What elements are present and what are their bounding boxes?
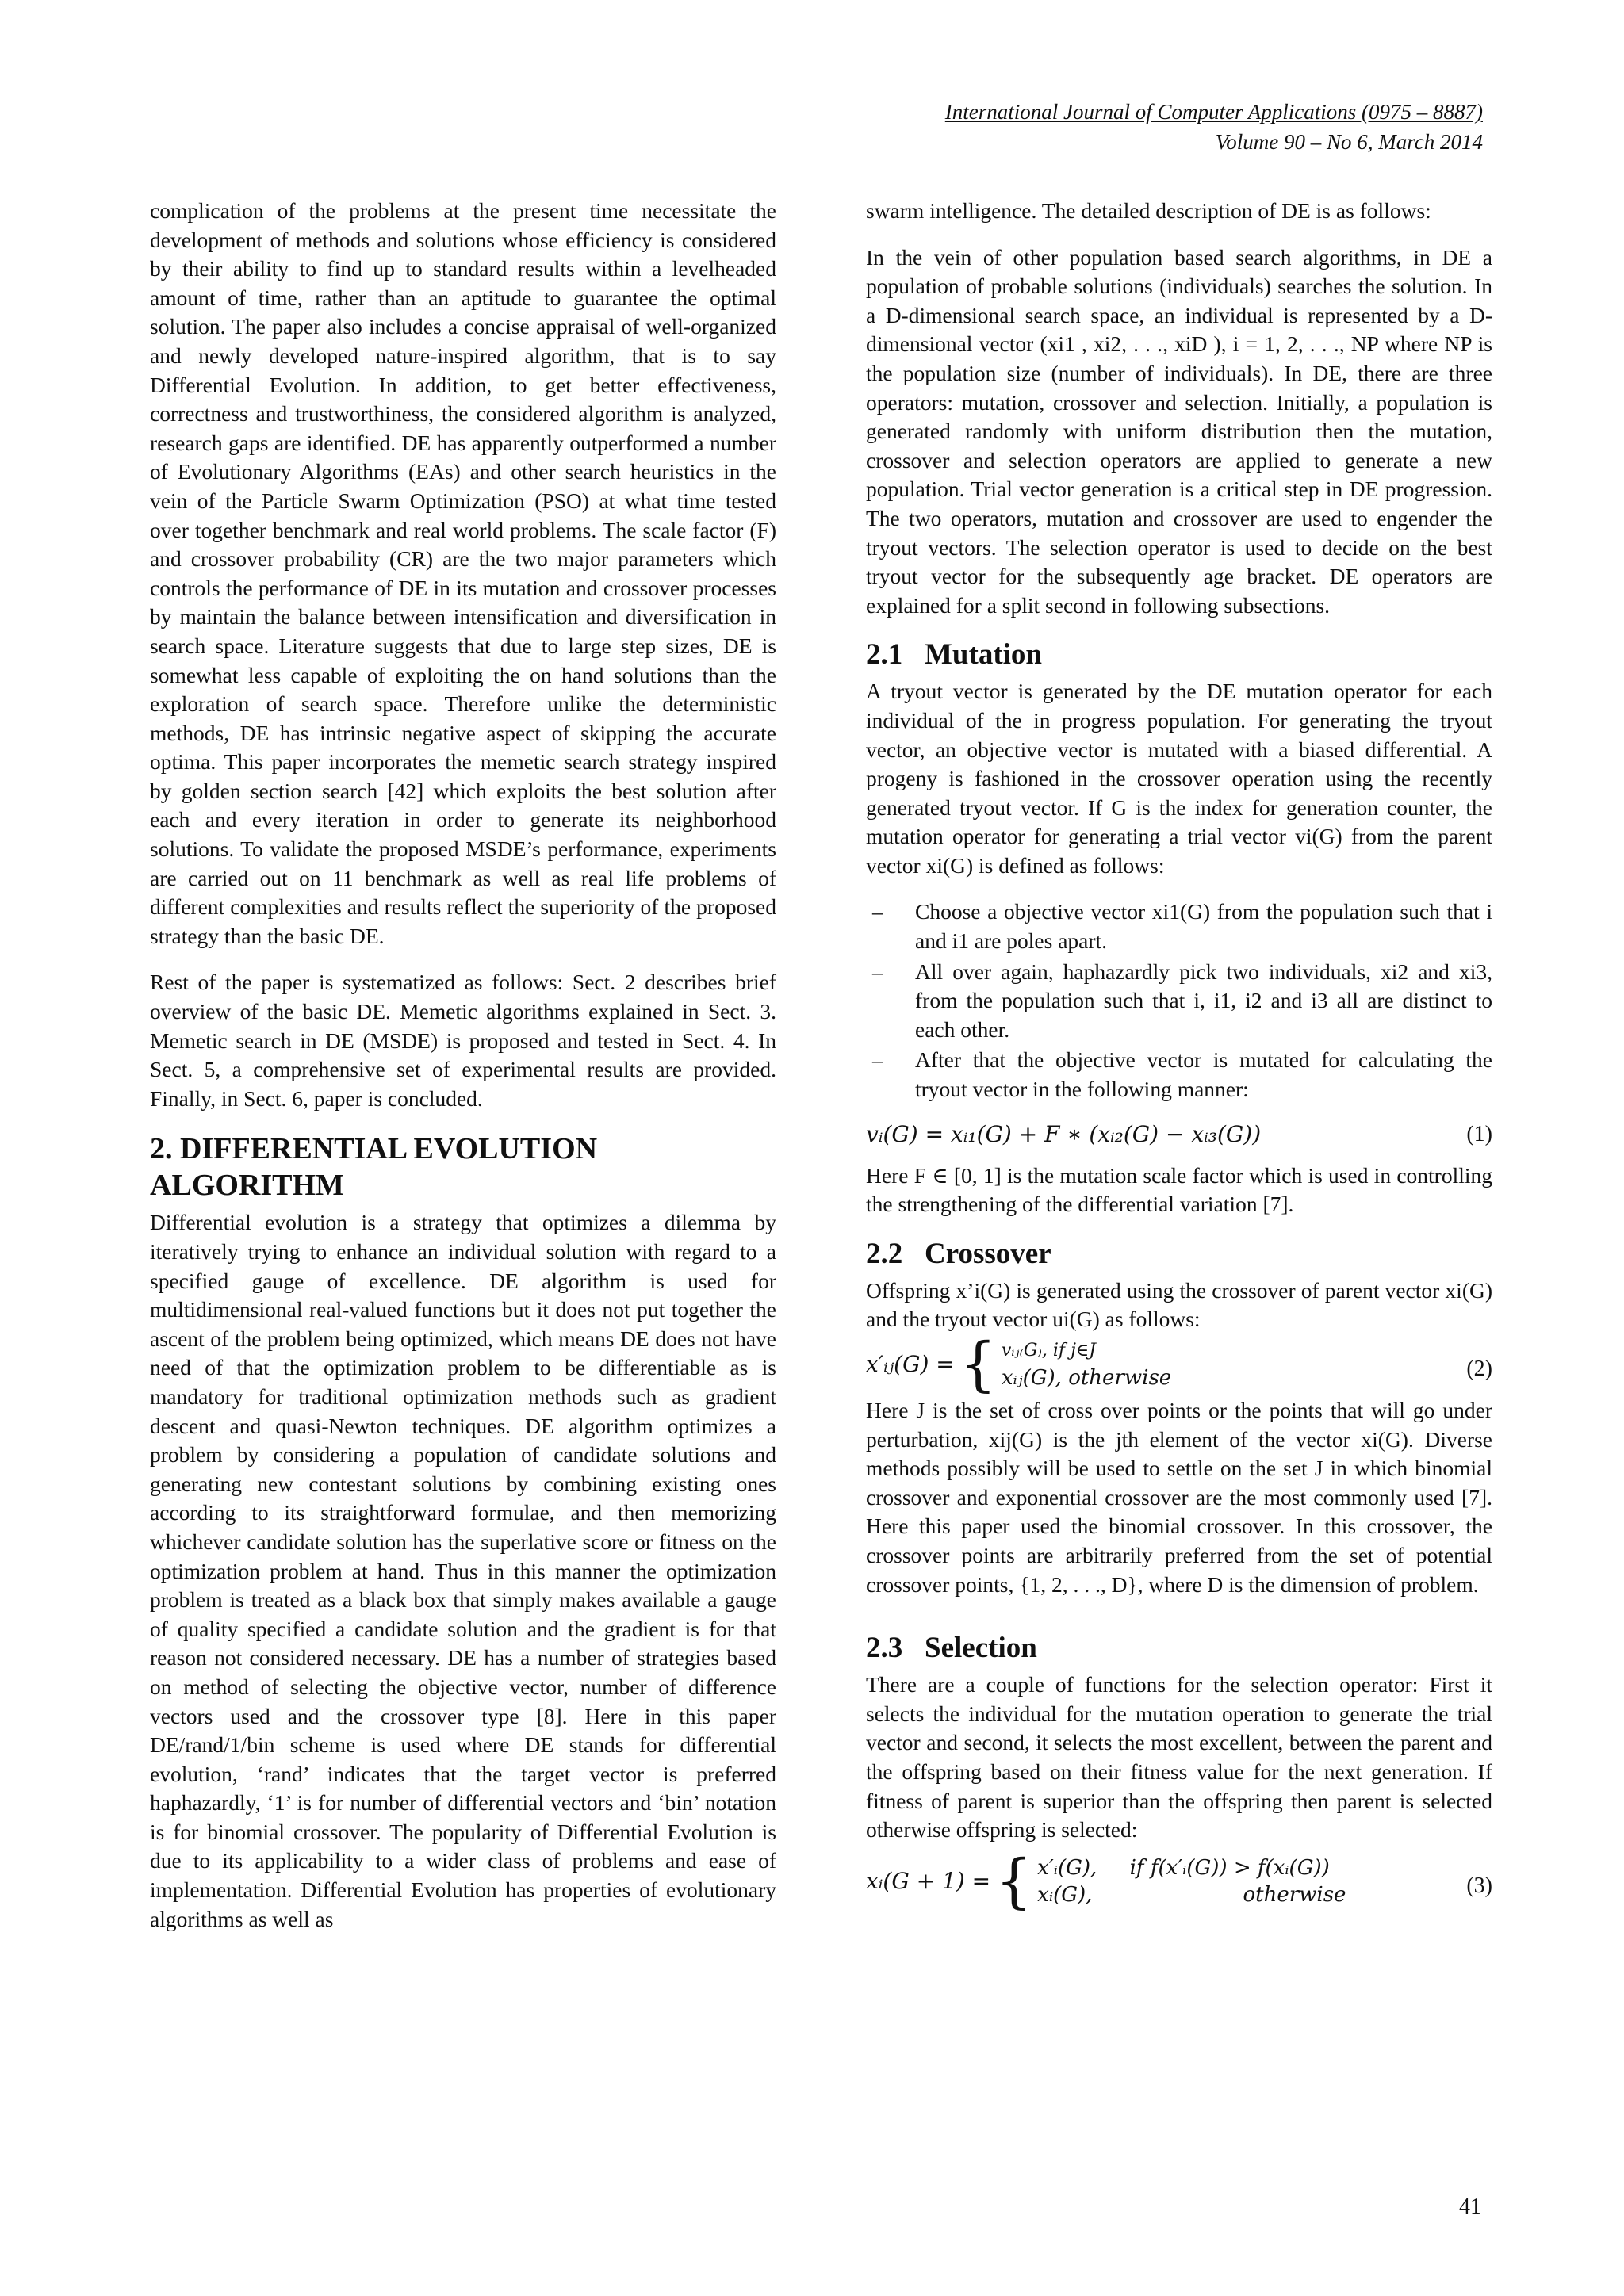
section-2-heading: 2. DIFFERENTIAL EVOLUTION ALGORITHM (150, 1132, 598, 1203)
selection-paragraph: There are a couple of functions for the selection operator: First it selects the individual for the mutation operation to generate the trial vector and second, it selects the most excellent, between the parent and the offspring based on their fitness value for the next generation. If fitness of parent is superior than the offspring then parent is selected otherwise offspring is selected: (866, 1672, 1492, 1843)
journal-volume: Volume 90 – No 6, March 2014 (1215, 130, 1483, 154)
mutation-steps-list (866, 897, 1492, 1104)
crossover-paragraph: Offspring x’i(G) is generated using the crossover of parent vector xi(G) and the tryout vector ui(G) as follows: (866, 1277, 1492, 1332)
right-column (866, 197, 1492, 1921)
mutation-heading-title: Mutation (925, 638, 1042, 672)
equation-3-number: (3) (1466, 1873, 1492, 1898)
list-item: – Choose a objective vector xi1(G) from the population such that i and i1 are poles apart. (866, 897, 1492, 955)
journal-title: International Journal of Computer Applications (0975 – 8887) (944, 100, 1483, 124)
mutation-heading (866, 637, 1492, 672)
page-number: 41 (1459, 2195, 1481, 2219)
organization-paragraph: Rest of the paper is systematized as follows: Sect. 2 describes brief overview of the basic DE. Memetic algorithms explained in Sect. 3. Memetic search in DE (MSDE) is proposed and tested in Sect. 4. In Sect. 5, a comprehensive set of experimental results are provided. Finally, in Sect. 6, paper is concluded. (150, 970, 776, 1111)
equation-3-lhs: xᵢ(G + 1) = (866, 1867, 991, 1894)
equation-2-lhs: x′ᵢⱼ(G) = (866, 1351, 955, 1377)
equation-2-case-1: vᵢⱼ₍G₎, if j∈J (1001, 1341, 1096, 1360)
equation-1-body: vᵢ(G) = xᵢ₁(G) + F ∗ (xᵢ₂(G) − xᵢ₃(G)) (866, 1120, 1262, 1147)
left-column (150, 197, 776, 1951)
list-item: – After that the objective vector is mutated for calculating the tryout vector in the following manner: (866, 1046, 1492, 1104)
equation-3-case-2: xᵢ(G), otherwise (1037, 1882, 1346, 1907)
selection-heading-number: 2.3 (866, 1632, 903, 1665)
de-intro-paragraph: swarm intelligence. The detailed description of DE is as follows: (866, 198, 1431, 223)
selection-heading-title: Selection (925, 1632, 1037, 1665)
mutation-heading-number: 2.1 (866, 638, 903, 672)
selection-heading (866, 1631, 1492, 1666)
de-population-paragraph: In the vein of other population based search algorithms, in DE a population of probable solutions (individuals) searches the solution. In a D-dimensional search space, an individual is represented by a D-dimensional vector (xi1 , xi2, . . ., xiD ), i = 1, 2, . . ., NP where NP is the population size (number of individuals). In DE, there are three operators: mutation, crossover and selection. Initially, a population is generated randomly with uniform distribution then the mutation, crossover and selection operators are applied to generate a new population. Trial vector generation is a critical step in DE progression. The two operators, mutation and crossover are used to engender the tryout vectors. The selection operator is used to decide on the best tryout vector for the subsequently age bracket. DE operators are explained for a split second in following subsections. (866, 244, 1492, 618)
equation-2 (866, 1330, 1492, 1399)
mutation-paragraph: A tryout vector is generated by the DE mutation operator for each individual of the in progress population. For generating the tryout vector, an objective vector is mutated with a biased differential. A progeny is fashioned in the crossover operation using the recently generated tryout vector. If G is the index for generation counter, the mutation operator for generating a trial vector vi(G) from the parent vector xi(G) is defined as follows: (866, 679, 1492, 878)
list-item: – All over again, haphazardly pick two individuals, xi2 and xi3, from the population such that i, i1, i2 and i3 all are distinct to each other. (866, 958, 1492, 1045)
crossover-details-paragraph: Here J is the set of cross over points or the points that will go under perturbation, xij(G) is the jth element of the vector xi(G). Diverse methods possibly will be used to settle on the set J in which binomial crossover and exponential crossover are the most commonly used [7]. Here this paper used the binomial crossover. In this crossover, the crossover points are arbitrarily preferred from the set of potential crossover points, {1, 2, . . ., D}, where D is the dimension of problem. (866, 1398, 1492, 1597)
crossover-heading-number: 2.2 (866, 1237, 903, 1270)
crossover-heading (866, 1237, 1492, 1272)
de-description-paragraph: Differential evolution is a strategy that optimizes a dilemma by iteratively trying to enhance an individual solution with regard to a specified gauge of excellence. DE algorithm is used for multidimensional real-valued functions but it does not put together the ascent of the problem being optimized, which means DE does not have need of that the optimization problem to be differentiable as is mandatory for traditional optimization methods such as gradient descent and quasi-Newton techniques. DE algorithm optimizes a problem by considering a population of candidate solutions and generating new contestant solutions by combining existing ones according to its straightforward formulae, and then memorizing whichever candidate solution has the superlative score or fitness on the optimization problem at hand. Thus in this manner the optimization problem is treated as a black box that simply makes available a gauge of quality specified a candidate solution and the gradient is for that reason not considered necessary. DE has a number of strategies based on method of selecting the objective vector, number of difference vectors used and the crossover type [8]. Here in this paper DE/rand/1/bin scheme is used where DE stands for differential evolution, ‘rand’ indicates that the target vector is preferred haphazardly, ‘1’ is for number of differential vectors and ‘bin’ notation is for binomial crossover. The popularity of Differential Evolution is due to its applicability to a wider class of problems and ease of implementation. Differential Evolution has properties of evolutionary algorithms as well as (150, 1210, 776, 1931)
equation-1-number: (1) (1466, 1121, 1492, 1146)
equation-2-number: (2) (1466, 1357, 1492, 1381)
journal-header (945, 97, 1483, 157)
mutation-factor-paragraph: Here F ∈ [0, 1] is the mutation scale factor which is used in controlling the strengthening of the differential variation [7]. (866, 1162, 1492, 1217)
equation-3-brace: { (995, 1846, 1033, 1915)
crossover-heading-title: Crossover (925, 1237, 1051, 1270)
equation-3 (866, 1846, 1492, 1915)
equation-3-case-1: x′ᵢ(G), if f(x′ᵢ(G)) > f(xᵢ(G)) (1037, 1855, 1330, 1880)
equation-1 (866, 1120, 1492, 1149)
equation-2-brace: { (959, 1330, 997, 1399)
equation-2-case-2: xᵢⱼ(G), otherwise (1001, 1366, 1172, 1390)
intro-paragraph: complication of the problems at the present time necessitate the development of methods and solutions whose efficiency is considered by their ability to find up to standard results within a levelheaded amount of time, rather than an aptitude to guarantee the optimal solution. The paper also includes a concise appraisal of well-organized and newly developed nature-inspired algorithm, that is to say Differential Evolution. In addition, to get better effectiveness, correctness and trustworthiness, the considered algorithm is analyzed, research gaps are identified. DE has apparently outperformed a number of Evolutionary Algorithms (EAs) and other search heuristics in the vein of the Particle Swarm Optimization (PSO) at what time tested over together benchmark and real world problems. The scale factor (F) and crossover probability (CR) are the two major parameters which controls the performance of DE in its mutation and crossover processes by maintain the balance between intensification and diversification in search space. Literature suggests that due to large step sizes, DE is somewhat less capable of exploiting the on hand solutions than the exploration of search space. Therefore unlike the deterministic methods, DE has intrinsic negative aspect of skipping the accurate optima. This paper incorporates the memetic search strategy inspired by golden section search [42] which exploits the best solution after each and every iteration in order to generate its neighborhood solutions. To validate the proposed MSDE’s performance, experiments are carried out on 11 benchmark as well as real life problems of different complexities and results reflect the superiority of the proposed strategy than the basic DE. (150, 198, 776, 948)
